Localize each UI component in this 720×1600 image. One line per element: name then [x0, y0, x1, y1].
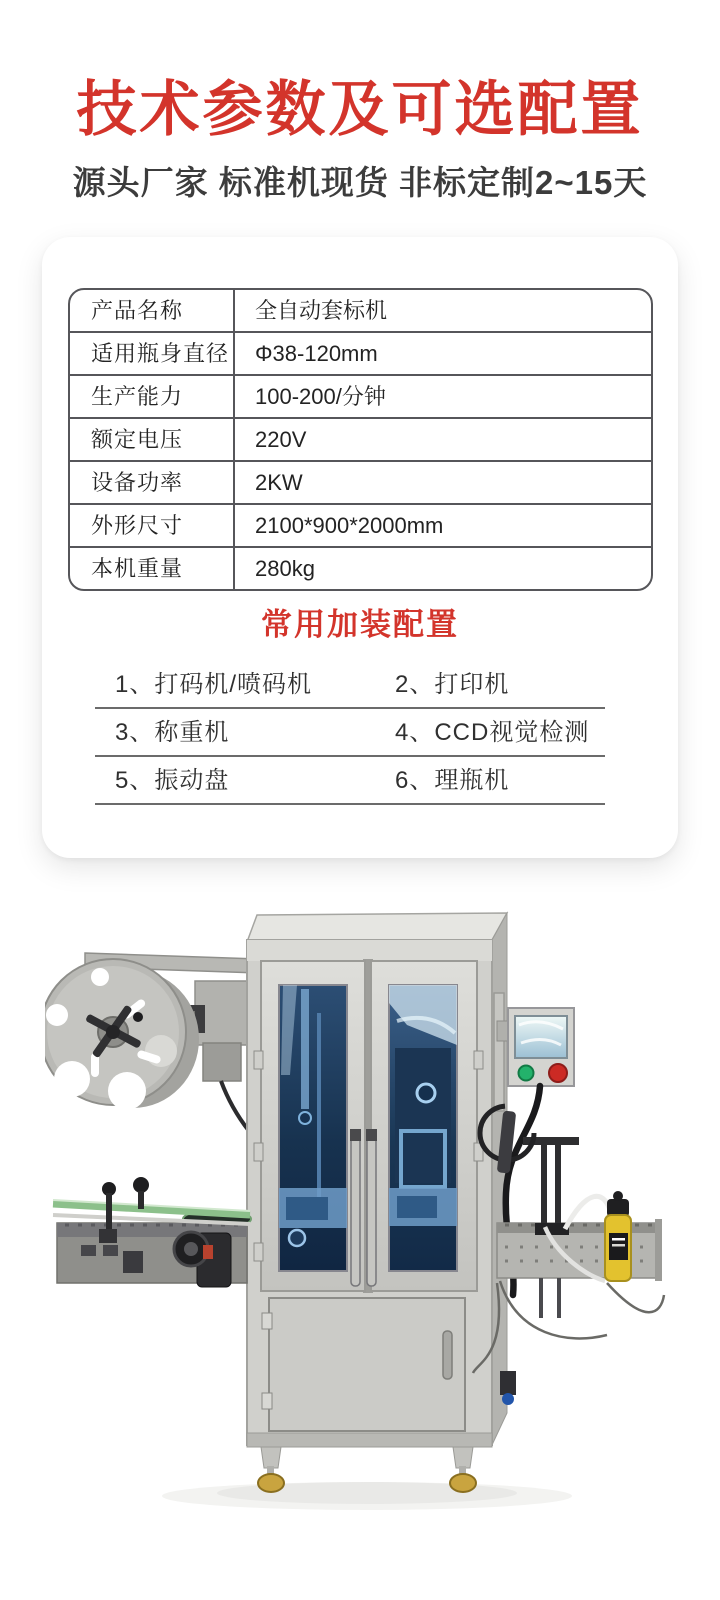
option-item: 3、称重机 [115, 719, 230, 746]
machine-photo [45, 893, 675, 1518]
yellow-device [605, 1191, 631, 1281]
table-row [70, 462, 651, 505]
option-item: 1、打码机/喷码机 [115, 671, 313, 698]
spec-label: 生产能力 [70, 376, 235, 417]
table-row [70, 376, 651, 419]
table-row [70, 290, 651, 333]
spec-card [42, 237, 678, 858]
spec-label: 外形尺寸 [70, 505, 235, 546]
spec-value: Φ38-120mm [255, 341, 378, 366]
spec-label: 额定电压 [70, 419, 235, 460]
option-row [95, 709, 605, 757]
spec-label: 设备功率 [70, 462, 235, 503]
spec-value: 220V [255, 427, 307, 452]
machine-cabinet [247, 913, 507, 1447]
spec-table [68, 288, 653, 591]
page-subtitle: 源头厂家 标准机现货 非标定制2~15天 [72, 164, 648, 201]
page-title: 技术参数及可选配置 [76, 76, 644, 143]
spec-value: 100-200/分钟 [255, 384, 386, 409]
option-item: 5、振动盘 [115, 767, 230, 794]
option-item: 4、CCD视觉检测 [395, 719, 590, 746]
option-row [95, 661, 605, 709]
options-section-title: 常用加装配置 [261, 607, 459, 642]
spec-value: 全自动套标机 [255, 298, 388, 323]
table-row [70, 548, 651, 589]
table-row [70, 419, 651, 462]
option-item: 6、理瓶机 [395, 767, 510, 794]
left-conveyor [53, 1177, 251, 1287]
spec-label: 本机重量 [70, 548, 235, 589]
red-stop-button [549, 1064, 567, 1082]
options-list [95, 661, 605, 805]
table-row [70, 333, 651, 376]
option-row [95, 757, 605, 805]
spec-label: 产品名称 [70, 290, 235, 331]
label-film-reel [45, 959, 199, 1110]
spec-label: 适用瓶身直径 [70, 333, 235, 374]
table-row [70, 505, 651, 548]
spec-value: 2KW [255, 470, 303, 495]
spec-value: 280kg [255, 556, 315, 581]
green-start-button [519, 1066, 534, 1081]
spec-value: 2100*900*2000mm [255, 513, 444, 538]
option-item: 2、打印机 [395, 671, 510, 698]
